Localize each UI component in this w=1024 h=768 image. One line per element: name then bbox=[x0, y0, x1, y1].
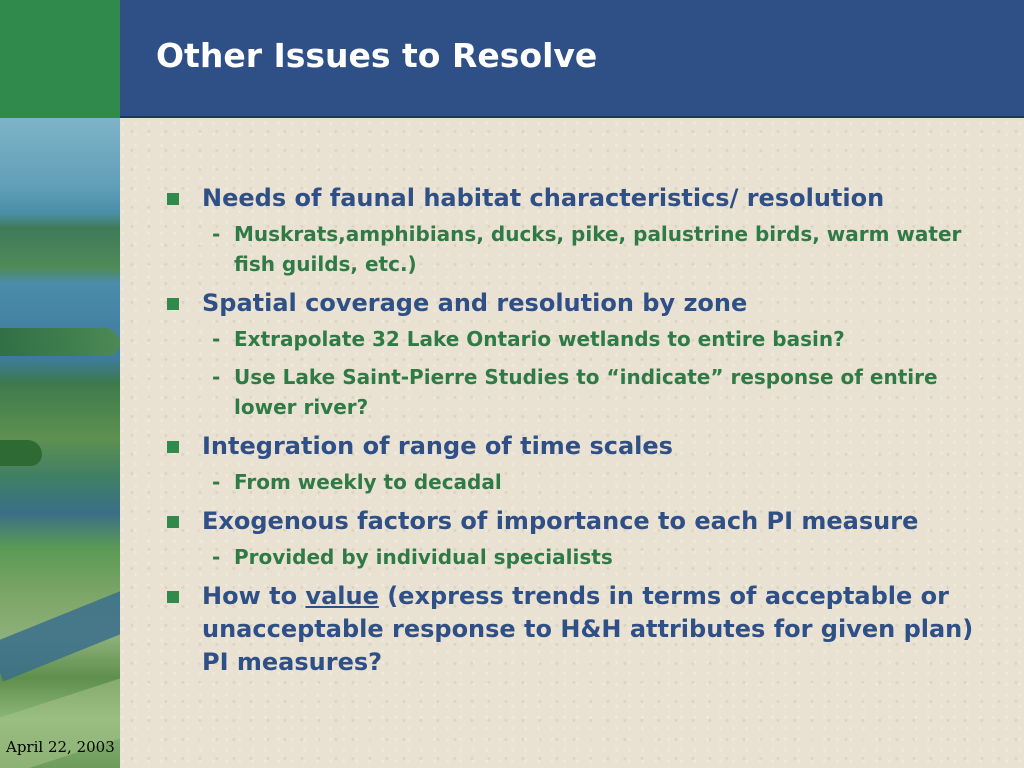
sub-bullet-item bbox=[202, 467, 1004, 497]
sub-bullet-text: Provided by individual specialists bbox=[234, 545, 613, 569]
dash-marker: - bbox=[212, 222, 221, 246]
sub-list bbox=[202, 542, 1004, 572]
photo-island bbox=[0, 440, 42, 466]
sub-bullet-text: Muskrats,amphibians, ducks, pike, palustrine birds, warm water fish guilds, etc.) bbox=[234, 222, 962, 276]
bullet-text: Exogenous factors of importance to each PI measure bbox=[202, 507, 919, 535]
slide-title: Other Issues to Resolve bbox=[156, 36, 598, 75]
bullet-list bbox=[164, 182, 1004, 679]
photo-shoreline bbox=[0, 328, 120, 356]
footer-date: April 22, 2003 bbox=[6, 738, 115, 756]
bullet-text: Needs of faunal habitat characteristics/ resolution bbox=[202, 184, 885, 212]
sub-list bbox=[202, 324, 1004, 422]
sub-bullet-item bbox=[202, 324, 1004, 354]
square-bullet-icon bbox=[167, 591, 179, 603]
sub-bullet-text: Extrapolate 32 Lake Ontario wetlands to entire basin? bbox=[234, 327, 845, 351]
aerial-wetland-photo bbox=[0, 118, 120, 768]
dash-marker: - bbox=[212, 365, 221, 389]
photo-river-channel bbox=[0, 584, 120, 681]
dash-marker: - bbox=[212, 545, 221, 569]
title-bar bbox=[120, 0, 1024, 118]
sub-bullet-text: Use Lake Saint-Pierre Studies to “indicate” response of entire lower river? bbox=[234, 365, 938, 419]
dash-marker: - bbox=[212, 327, 221, 351]
square-bullet-icon bbox=[167, 298, 179, 310]
sub-bullet-item bbox=[202, 542, 1004, 572]
bullet-text: Integration of range of time scales bbox=[202, 432, 673, 460]
sub-list bbox=[202, 219, 1004, 279]
bullet-item bbox=[164, 182, 1004, 279]
underlined-value-text: value bbox=[305, 582, 379, 610]
sub-bullet-item bbox=[202, 219, 1004, 279]
bullet-item bbox=[164, 287, 1004, 422]
bullet-text-prefix: How to bbox=[202, 582, 306, 610]
sub-list bbox=[202, 467, 1004, 497]
bullet-item bbox=[164, 430, 1004, 497]
left-decorative-strip bbox=[0, 0, 120, 768]
left-green-block bbox=[0, 0, 120, 118]
square-bullet-icon bbox=[167, 193, 179, 205]
bullet-item bbox=[164, 505, 1004, 572]
bullet-item bbox=[164, 580, 1004, 679]
bullet-text: Spatial coverage and resolution by zone bbox=[202, 289, 748, 317]
square-bullet-icon bbox=[167, 441, 179, 453]
sub-bullet-text: From weekly to decadal bbox=[234, 470, 502, 494]
content-panel bbox=[120, 120, 1024, 768]
bullet-text-suffix: (express trends in terms of acceptable or unacceptable response to H&H attributes for given plan) PI measures? bbox=[202, 582, 974, 676]
square-bullet-icon bbox=[167, 516, 179, 528]
dash-marker: - bbox=[212, 470, 221, 494]
sub-bullet-item bbox=[202, 362, 1004, 422]
